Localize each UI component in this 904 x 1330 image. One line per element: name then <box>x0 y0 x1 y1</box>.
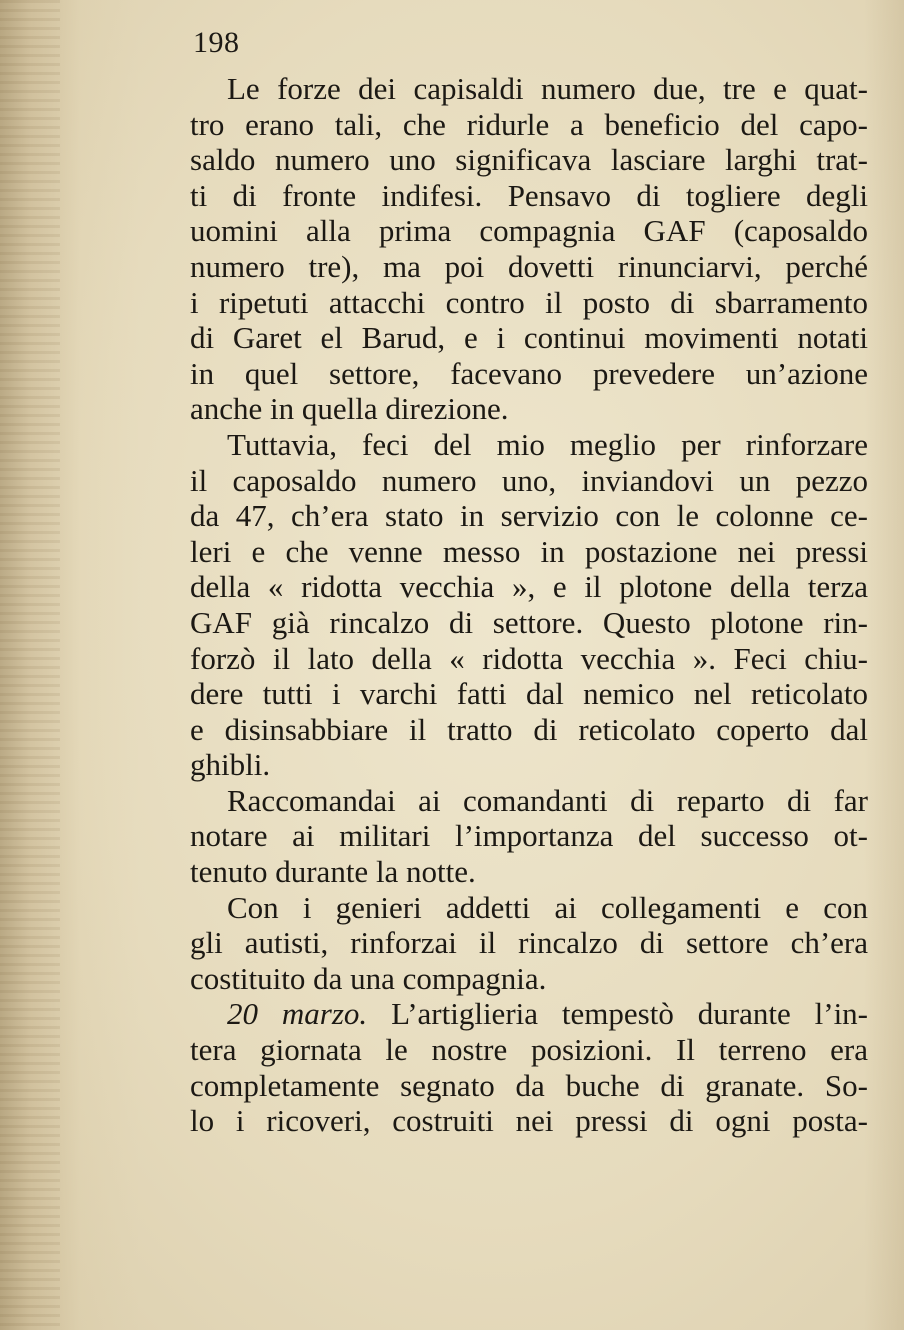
date-label: 20 marzo. <box>227 996 368 1032</box>
text-line: tro erano tali, che ridurle a beneficio del capo- <box>190 106 868 142</box>
text-line: lo i ricoveri, costruiti nei pressi di ogni posta- <box>190 1103 868 1139</box>
text-line: saldo numero uno significava lasciare larghi trat- <box>190 142 868 178</box>
text-line: di Garet el Barud, e i continui movimenti notati <box>190 320 868 356</box>
text-line: in quel settore, facevano prevedere un’azione <box>190 355 868 391</box>
text-line: ghibli. <box>190 747 271 783</box>
text-line: costituito da una compagnia. <box>190 960 547 996</box>
text-line: numero tre), ma poi dovetti rinunciarvi, perché <box>190 248 868 284</box>
text-line: Le forze dei capisaldi numero due, tre e quat- <box>227 71 868 106</box>
text-line: ti di fronte indifesi. Pensavo di togliere degli <box>190 177 868 213</box>
text-line: tenuto durante la notte. <box>190 854 476 890</box>
text-line: Con i genieri addetti ai collegamenti e con <box>227 889 868 925</box>
page-spine-shadow <box>0 0 60 1330</box>
text-line: GAF già rincalzo di settore. Questo plotone rin- <box>190 604 868 640</box>
body-text <box>190 71 868 1139</box>
text-line: il caposaldo numero uno, inviandovi un pezzo <box>190 462 868 498</box>
text-line: forzò il lato della « ridotta vecchia ». Feci chiu- <box>190 640 868 676</box>
page-number: 198 <box>193 26 240 59</box>
text-line: notare ai militari l’importanza del successo ot- <box>190 818 868 854</box>
text-line: da 47, ch’era stato in servizio con le colonne ce- <box>190 498 868 534</box>
text-line: completamente segnato da buche di granate. So- <box>190 1067 868 1103</box>
text-line: i ripetuti attacchi contro il posto di sbarramento <box>190 284 868 320</box>
text-line: uomini alla prima compagnia GAF (caposaldo <box>190 213 868 249</box>
text-line: tera giornata le nostre posizioni. Il terreno era <box>190 1032 868 1068</box>
text-line <box>190 996 868 1032</box>
text-line: dere tutti i varchi fatti dal nemico nel reticolato <box>190 676 868 712</box>
text-line: Raccomandai ai comandanti di reparto di far <box>227 782 868 818</box>
text-line-rest: L’artiglieria tempestò durante l’in- <box>391 996 869 1032</box>
text-line: Tuttavia, feci del mio meglio per rinforzare <box>227 426 868 462</box>
text-line: anche in quella direzione. <box>190 391 509 427</box>
text-line: e disinsabbiare il tratto di reticolato coperto dal <box>190 711 868 747</box>
text-line: gli autisti, rinforzai il rincalzo di settore ch’era <box>190 925 868 961</box>
text-line: della « ridotta vecchia », e il plotone della terza <box>190 569 868 605</box>
text-line: leri e che venne messo in postazione nei pressi <box>190 533 868 569</box>
